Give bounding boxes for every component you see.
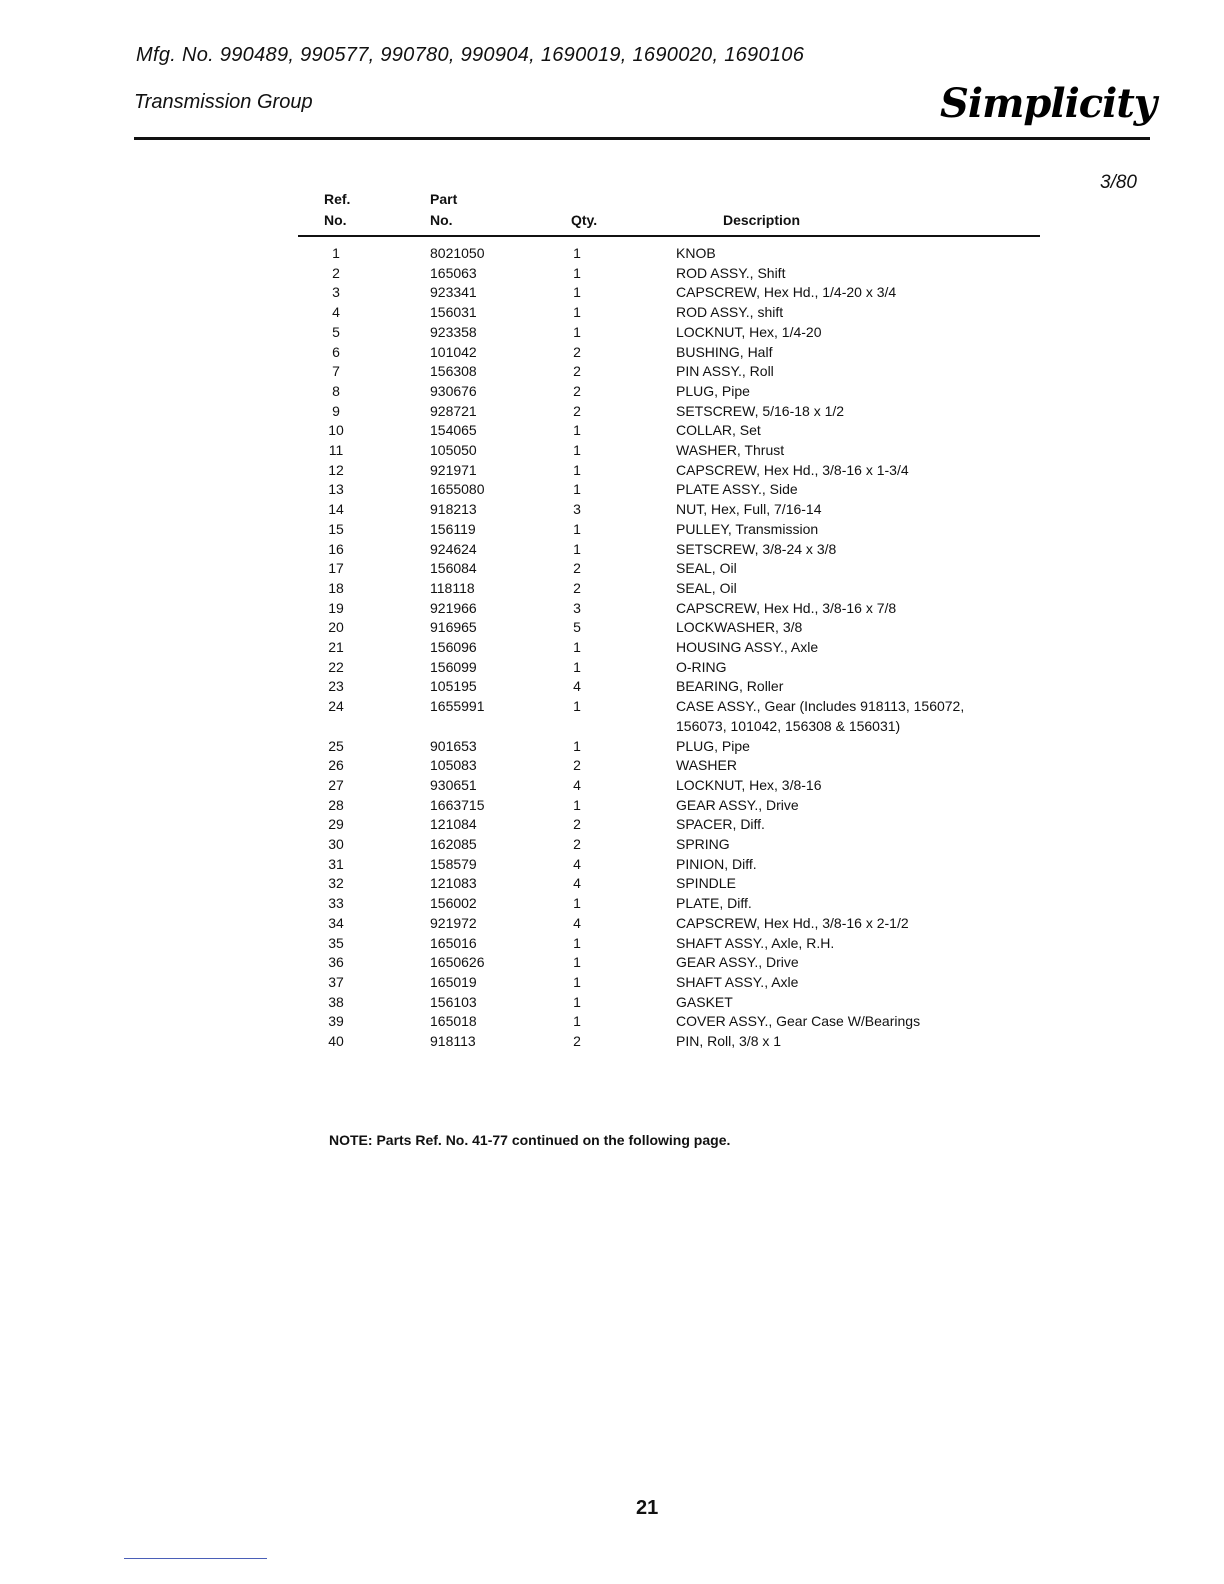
description-cell: WASHER	[676, 757, 737, 774]
part-number-cell: 154065	[430, 422, 477, 439]
part-number-cell: 105050	[430, 442, 477, 458]
part-number-cell: 162085	[430, 836, 477, 852]
part-number-cell: 165018	[430, 1013, 477, 1030]
qty-cell: 4	[573, 678, 581, 695]
part-number-cell: 105195	[430, 678, 477, 695]
part-number-cell: 923341	[430, 284, 477, 301]
table-row	[0, 894, 1224, 914]
ref-cell: 30	[328, 836, 344, 852]
ref-header: Ref. No.	[324, 191, 351, 228]
qty-cell: 4	[573, 914, 581, 931]
ref-cell: 26	[328, 757, 344, 774]
part-number-cell: 156119	[430, 520, 476, 537]
part-number-cell: 921972	[430, 914, 477, 931]
description-cell: PIN, Roll, 3/8 x 1	[676, 1033, 782, 1049]
description-cell: PLUG, Pipe	[676, 382, 750, 399]
part-number-cell: 101042	[430, 343, 477, 360]
ref-cell: 25	[328, 737, 344, 754]
description-cell: CAPSCREW, Hex Hd., 3/8-16 x 7/8	[676, 599, 897, 616]
part-number-cell: 928721	[430, 402, 477, 419]
table-row	[0, 796, 1224, 816]
bottom-divider	[124, 1558, 267, 1559]
ref-cell: 23	[328, 678, 344, 695]
qty-cell: 2	[573, 560, 581, 577]
table-row	[0, 520, 1224, 540]
description-cell: LOCKNUT, Hex, 3/8-16	[676, 776, 822, 793]
part-number-cell: 156099	[430, 658, 477, 675]
description-cell: PLATE ASSY., Side	[676, 481, 798, 498]
qty-cell: 4	[573, 855, 581, 872]
description-cell: SHAFT ASSY., Axle	[676, 973, 799, 990]
table-row	[0, 343, 1224, 363]
table-row	[0, 599, 1224, 619]
table-row	[0, 934, 1224, 954]
ref-cell: 17	[328, 560, 344, 577]
table-row	[0, 993, 1224, 1013]
description-cell: WASHER, Thrust	[676, 442, 785, 458]
qty-cell: 2	[573, 1033, 581, 1049]
part-number-cell: 924624	[430, 540, 477, 557]
description-cell: ROD ASSY., Shift	[676, 264, 786, 281]
qty-cell: 4	[573, 875, 581, 892]
continuation-note: NOTE: Parts Ref. No. 41-77 continued on the following page.	[329, 1132, 731, 1148]
qty-cell: 2	[573, 757, 581, 774]
table-row	[0, 756, 1224, 776]
ref-cell: 9	[332, 402, 340, 419]
part-number-cell: 1655991	[430, 698, 485, 715]
description-cell: SPRING	[676, 836, 730, 852]
qty-cell: 1	[573, 796, 581, 813]
ref-cell: 6	[332, 343, 340, 360]
page-number: 21	[636, 1497, 659, 1519]
table-row	[0, 382, 1224, 402]
part-number-cell: 165016	[430, 934, 477, 951]
description-cell: NUT, Hex, Full, 7/16-14	[676, 501, 822, 518]
group-title: Transmission Group	[134, 91, 313, 113]
description-cell: SPINDLE	[676, 875, 736, 892]
description-cell: SETSCREW, 5/16-18 x 1/2	[676, 402, 845, 419]
description-cell: PLUG, Pipe	[676, 737, 750, 754]
qty-cell: 2	[573, 382, 581, 399]
ref-cell: 31	[328, 855, 344, 872]
ref-cell: 35	[328, 934, 344, 951]
ref-cell: 39	[328, 1013, 344, 1030]
description-cell: CAPSCREW, Hex Hd., 3/8-16 x 2-1/2	[676, 914, 909, 931]
description-cell: SEAL, Oil	[676, 560, 737, 577]
mfg-numbers: Mfg. No. 990489, 990577, 990780, 990904, 1690019, 1690020, 1690106	[136, 44, 805, 66]
table-row	[0, 579, 1224, 599]
table-row	[0, 914, 1224, 934]
table-row	[0, 362, 1224, 382]
ref-cell: 2	[332, 264, 340, 281]
description-cell-continued: 156073, 101042, 156308 & 156031)	[676, 717, 901, 734]
ref-cell: 15	[328, 520, 344, 537]
description-cell: PINION, Diff.	[676, 855, 757, 872]
qty-cell: 1	[573, 323, 581, 340]
part-number-cell: 156084	[430, 560, 477, 577]
ref-cell: 4	[332, 304, 340, 321]
description-cell: GEAR ASSY., Drive	[676, 796, 799, 813]
ref-cell: 24	[328, 698, 344, 715]
table-row	[0, 244, 1224, 264]
part-number-cell: 156103	[430, 993, 477, 1010]
qty-cell: 2	[573, 343, 581, 360]
table-row	[0, 1012, 1224, 1032]
description-cell: CAPSCREW, Hex Hd., 1/4-20 x 3/4	[676, 284, 897, 301]
qty-cell: 1	[573, 304, 581, 321]
description-cell: LOCKWASHER, 3/8	[676, 619, 803, 636]
table-row	[0, 559, 1224, 579]
part-number-cell: 8021050	[430, 245, 485, 261]
ref-cell: 3	[332, 284, 340, 301]
ref-cell: 13	[328, 481, 344, 498]
table-row	[0, 677, 1224, 697]
qty-cell: 1	[573, 993, 581, 1010]
part-number-cell: 156031	[430, 304, 477, 321]
ref-cell: 20	[328, 619, 344, 636]
table-row	[0, 658, 1224, 678]
ref-cell: 37	[328, 973, 344, 990]
description-cell: GASKET	[676, 993, 733, 1010]
qty-cell: 4	[573, 776, 581, 793]
table-row	[0, 618, 1224, 638]
qty-cell: 1	[573, 520, 581, 537]
qty-cell: 3	[573, 599, 581, 616]
part-number-cell: 921971	[430, 461, 477, 478]
table-row	[0, 540, 1224, 560]
qty-cell: 2	[573, 363, 581, 380]
description-cell: SETSCREW, 3/8-24 x 3/8	[676, 540, 837, 557]
ref-cell: 38	[328, 993, 344, 1010]
part-header: Part No.	[430, 191, 458, 228]
part-number-cell: 158579	[430, 855, 477, 872]
ref-cell: 22	[328, 658, 344, 675]
ref-cell: 7	[332, 363, 340, 380]
description-cell: KNOB	[676, 245, 716, 261]
qty-cell: 1	[573, 658, 581, 675]
part-number-cell: 923358	[430, 323, 477, 340]
table-row	[0, 480, 1224, 500]
part-number-cell: 156308	[430, 363, 477, 380]
part-number-cell: 921966	[430, 599, 477, 616]
table-row	[0, 638, 1224, 658]
ref-cell: 8	[332, 382, 340, 399]
description-cell: CASE ASSY., Gear (Includes 918113, 156072,	[676, 698, 965, 715]
description-cell: O-RING	[676, 658, 727, 675]
ref-cell: 27	[328, 776, 344, 793]
description-cell: BUSHING, Half	[676, 343, 773, 360]
qty-cell: 2	[573, 579, 581, 596]
table-row	[0, 421, 1224, 441]
ref-cell: 29	[328, 816, 344, 833]
description-cell: SPACER, Diff.	[676, 816, 765, 833]
qty-cell: 1	[573, 264, 581, 281]
description-cell: COLLAR, Set	[676, 422, 761, 439]
qty-cell: 1	[573, 737, 581, 754]
qty-cell: 1	[573, 284, 581, 301]
description-header: Description	[723, 212, 801, 228]
part-number-cell: 930651	[430, 776, 477, 793]
description-cell: CAPSCREW, Hex Hd., 3/8-16 x 1-3/4	[676, 461, 909, 478]
ref-cell: 21	[328, 639, 344, 655]
qty-header: Qty.	[571, 212, 598, 228]
part-number-cell: 121083	[430, 875, 477, 892]
qty-cell: 2	[573, 836, 581, 852]
ref-cell: 19	[328, 599, 344, 616]
qty-cell: 1	[573, 540, 581, 557]
qty-cell: 1	[573, 934, 581, 951]
description-cell: COVER ASSY., Gear Case W/Bearings	[676, 1013, 921, 1030]
part-number-cell: 105083	[430, 757, 477, 774]
ref-cell: 16	[328, 540, 344, 557]
qty-cell: 2	[573, 816, 581, 833]
description-cell: ROD ASSY., shift	[676, 304, 784, 321]
qty-cell: 5	[573, 619, 581, 636]
ref-cell: 10	[328, 422, 344, 439]
part-number-cell: 918213	[430, 501, 477, 518]
part-number-cell: 156096	[430, 639, 477, 655]
table-row	[0, 1032, 1224, 1052]
description-cell: SHAFT ASSY., Axle, R.H.	[676, 934, 835, 951]
ref-cell: 34	[328, 914, 344, 931]
table-row	[0, 323, 1224, 343]
qty-cell: 1	[573, 422, 581, 439]
ref-cell: 36	[328, 954, 344, 971]
qty-cell: 1	[573, 245, 581, 261]
part-number-cell: 1655080	[430, 481, 485, 498]
table-row	[0, 264, 1224, 284]
qty-cell: 3	[573, 501, 581, 518]
table-row	[0, 835, 1224, 855]
ref-cell: 5	[332, 323, 340, 340]
qty-cell: 1	[573, 461, 581, 478]
ref-cell: 14	[328, 501, 344, 518]
table-row	[0, 737, 1224, 757]
part-number-cell: 901653	[430, 737, 477, 754]
table-header-rule	[298, 235, 1040, 237]
part-number-cell: 1663715	[430, 796, 485, 813]
qty-cell: 1	[573, 973, 581, 990]
qty-cell: 1	[573, 639, 581, 655]
ref-cell: 1	[332, 245, 340, 261]
description-cell: LOCKNUT, Hex, 1/4-20	[676, 323, 822, 340]
ref-cell: 12	[328, 461, 344, 478]
description-cell: HOUSING ASSY., Axle	[676, 639, 819, 655]
part-number-cell: 165019	[430, 973, 477, 990]
ref-cell: 28	[328, 796, 344, 813]
table-row	[0, 953, 1224, 973]
table-row	[0, 402, 1224, 422]
part-number-cell: 930676	[430, 382, 477, 399]
qty-cell: 2	[573, 402, 581, 419]
part-number-cell: 118118	[430, 579, 475, 596]
description-cell: BEARING, Roller	[676, 678, 784, 695]
table-row	[0, 776, 1224, 796]
part-number-cell: 916965	[430, 619, 477, 636]
table-row	[0, 303, 1224, 323]
ref-cell: 11	[328, 442, 344, 458]
qty-cell: 1	[573, 481, 581, 498]
table-row	[0, 461, 1224, 481]
table-row	[0, 283, 1224, 303]
ref-cell: 18	[328, 579, 344, 596]
simplicity-logo: Simplicity	[940, 80, 1157, 127]
qty-cell: 1	[573, 895, 581, 912]
table-row	[0, 441, 1224, 461]
description-cell: GEAR ASSY., Drive	[676, 954, 799, 971]
table-row	[0, 815, 1224, 835]
table-row	[0, 855, 1224, 875]
table-row	[0, 874, 1224, 894]
part-number-cell: 156002	[430, 895, 477, 912]
part-number-cell: 918113	[430, 1033, 476, 1049]
qty-cell: 1	[573, 442, 581, 458]
ref-cell: 40	[328, 1033, 344, 1049]
qty-cell: 1	[573, 698, 581, 715]
part-number-cell: 165063	[430, 264, 477, 281]
table-row	[0, 500, 1224, 520]
table-row	[0, 973, 1224, 993]
description-cell: PIN ASSY., Roll	[676, 363, 774, 380]
table-row	[0, 697, 1224, 734]
part-number-cell: 121084	[430, 816, 477, 833]
revision-date: 3/80	[1100, 172, 1137, 193]
qty-cell: 1	[573, 954, 581, 971]
header-rule	[134, 137, 1150, 140]
ref-cell: 33	[328, 895, 344, 912]
description-cell: SEAL, Oil	[676, 579, 737, 596]
qty-cell: 1	[573, 1013, 581, 1030]
description-cell: PULLEY, Transmission	[676, 520, 819, 537]
part-number-cell: 1650626	[430, 954, 485, 971]
ref-cell: 32	[328, 875, 344, 892]
description-cell: PLATE, Diff.	[676, 895, 752, 912]
